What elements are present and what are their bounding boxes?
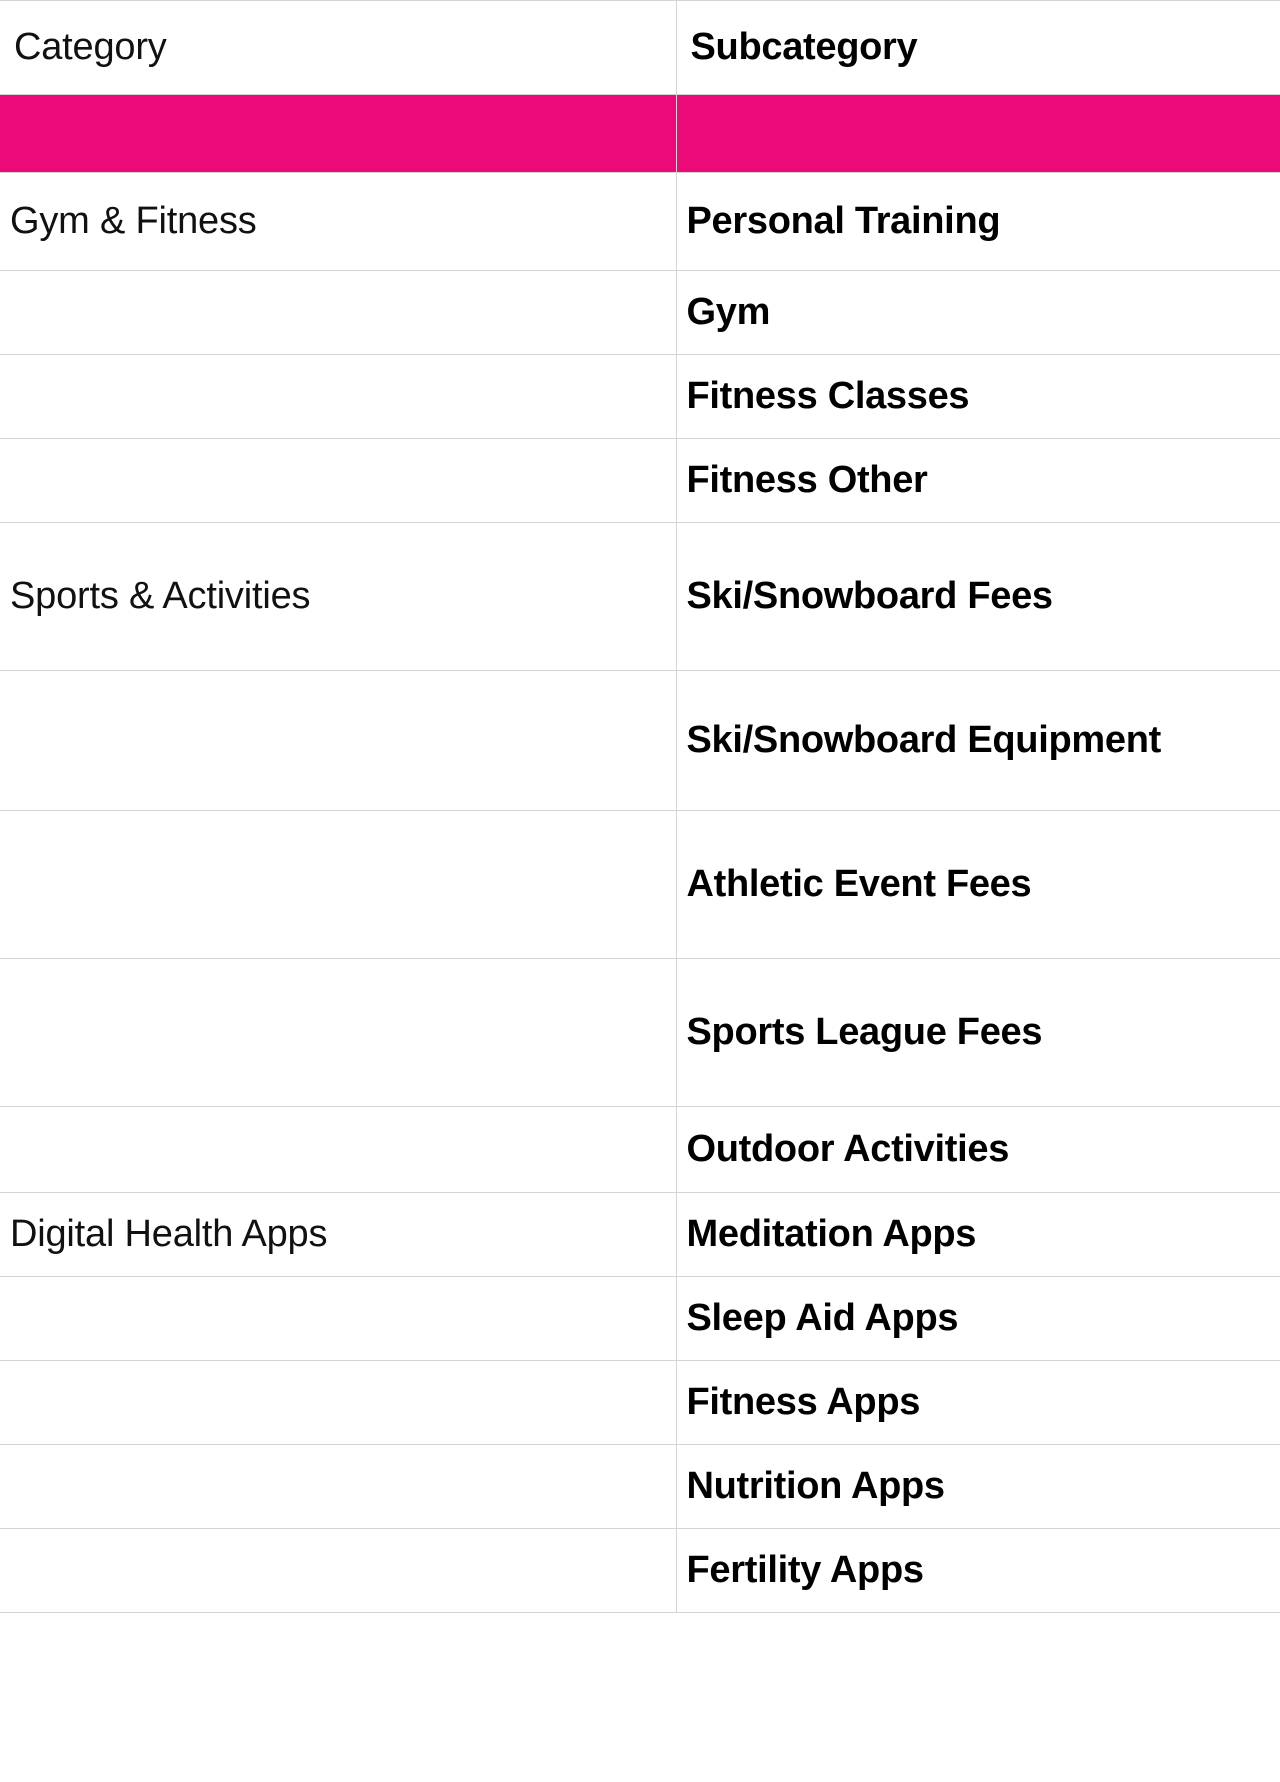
cell-category [0, 1445, 676, 1529]
table-row [0, 1193, 1280, 1277]
cell-category [0, 811, 676, 959]
table-row [0, 671, 1280, 811]
table-row [0, 959, 1280, 1107]
cell-category: Digital Health Apps [0, 1193, 676, 1277]
cell-category: Gym & Fitness [0, 173, 676, 271]
accent-bar-right [676, 95, 1280, 173]
table-row [0, 439, 1280, 523]
cell-subcategory: Fitness Classes [676, 355, 1280, 439]
table-row [0, 1529, 1280, 1613]
cell-subcategory: Sports League Fees [676, 959, 1280, 1107]
cell-subcategory: Meditation Apps [676, 1193, 1280, 1277]
column-header-category: Category [0, 1, 676, 95]
cell-subcategory: Ski/Snowboard Fees [676, 523, 1280, 671]
cell-subcategory: Nutrition Apps [676, 1445, 1280, 1529]
cell-category: Sports & Activities [0, 523, 676, 671]
cell-subcategory: Fitness Other [676, 439, 1280, 523]
cell-category [0, 1529, 676, 1613]
cell-category [0, 1107, 676, 1193]
cell-subcategory: Athletic Event Fees [676, 811, 1280, 959]
cell-subcategory: Gym [676, 271, 1280, 355]
cell-subcategory: Outdoor Activities [676, 1107, 1280, 1193]
table-row [0, 811, 1280, 959]
cell-category [0, 439, 676, 523]
table-row [0, 523, 1280, 671]
table-row [0, 1107, 1280, 1193]
column-header-subcategory: Subcategory [676, 1, 1280, 95]
cell-subcategory: Fertility Apps [676, 1529, 1280, 1613]
cell-subcategory: Sleep Aid Apps [676, 1277, 1280, 1361]
cell-category [0, 959, 676, 1107]
cell-subcategory: Fitness Apps [676, 1361, 1280, 1445]
table-header-row [0, 1, 1280, 95]
table-row [0, 173, 1280, 271]
cell-subcategory: Ski/Snowboard Equipment [676, 671, 1280, 811]
cell-category [0, 271, 676, 355]
table-row [0, 355, 1280, 439]
cell-category [0, 671, 676, 811]
cell-category [0, 1277, 676, 1361]
table-row [0, 271, 1280, 355]
table-row [0, 1277, 1280, 1361]
table-row [0, 1361, 1280, 1445]
table-row [0, 1445, 1280, 1529]
cell-category [0, 355, 676, 439]
accent-bar-left [0, 95, 676, 173]
accent-divider-row [0, 95, 1280, 173]
cell-category [0, 1361, 676, 1445]
cell-subcategory: Personal Training [676, 173, 1280, 271]
